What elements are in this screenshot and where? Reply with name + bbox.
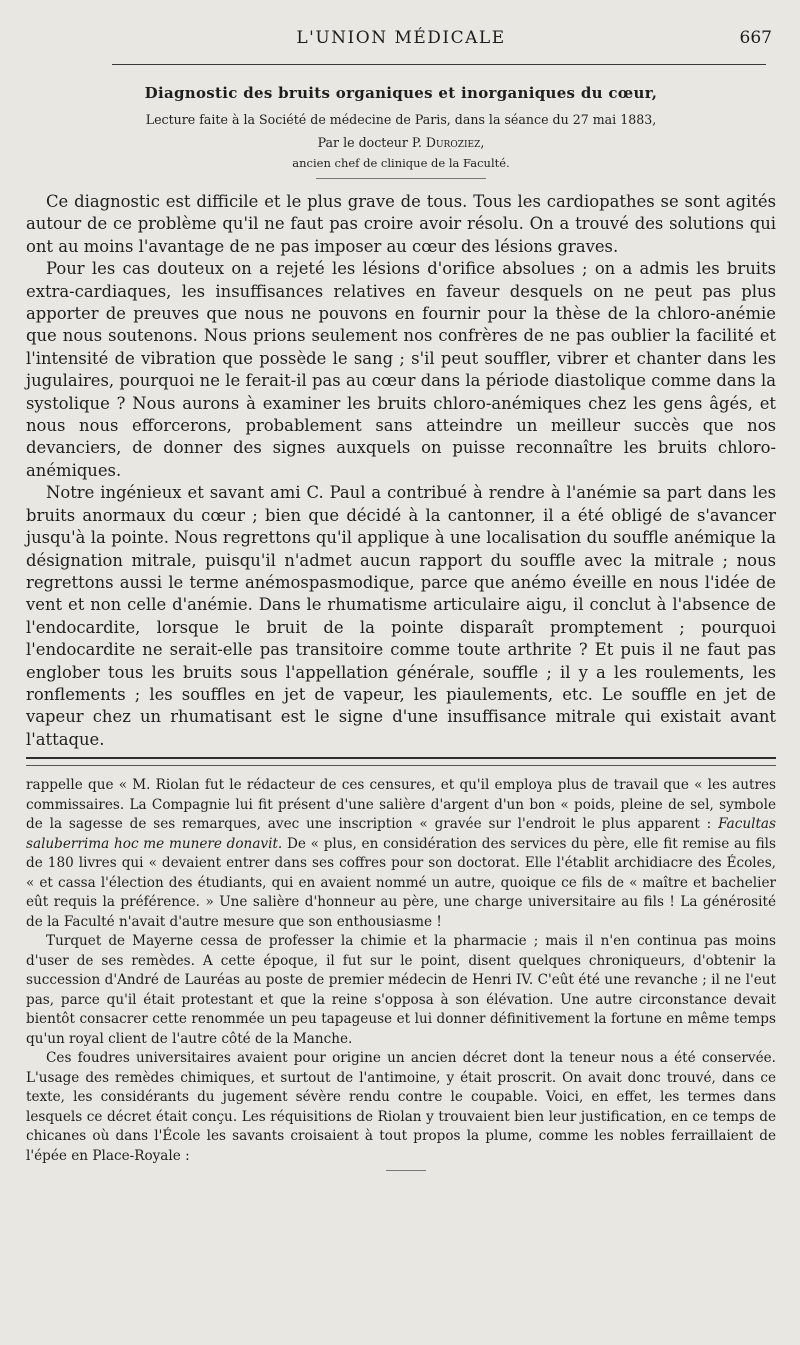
feuilleton	[26, 776, 776, 1171]
footnote-separator	[26, 757, 776, 766]
footnote-paragraph-2: Turquet de Mayerne cessa de professer la chimie et la pharmacie ; mais il n'en continua pas moins d'user de ses remèdes. A cette époque, il fut sur le point, disent quelques chroniqueurs, d'obtenir la succession d'André de Lauréas au poste de premier médecin de Henri IV. C'eût été une revanche ; il ne l'eut pas, parce qu'il était protestant et que la reine s'opposa à son élévation. Une autre circonstance devait bientôt consacrer cette renommée un peu tapageuse et lui donner définitivement la fortune en même temps qu'un royal client de l'autre côté de la Manche.	[26, 933, 776, 1047]
byline-prefix: Par le docteur P.	[317, 135, 422, 150]
footnote-end-rule	[386, 1170, 426, 1171]
article-body	[26, 191, 776, 751]
running-head	[26, 0, 776, 64]
body-paragraph-2: Pour les cas douteux on a rejeté les lésions d'orifice absolues ; on a admis les bruits extra-cardiaques, les insuffisances relatives en faveur desquels on ne peut pas plus apporter de preuves que nous ne pouvons en fournir pour la thèse de la chloro-anémie que nous soutenons. Nous prions seulement nos confrères de ne pas oublier la facilité et l'intensité de vibration que possède le sang ; s'il peut souffler, vibrer et chanter dans les jugulaires, pourquoi ne le ferait-il pas au cœur dans la période diastolique comme dans la systolique ? Nous aurons à examiner les bruits chloro-anémiques chez les gens âgés, et nous nous efforcerons, probablement sans atteindre un meilleur succès que nos devanciers, de donner des signes auxquels on puisse reconnaître les bruits chloro-anémiques.	[26, 259, 776, 480]
footnote-line-4-start: « gravée sur l'endroit le plus apparent :	[419, 816, 712, 833]
latin-inscription: Facultas saluberrima hoc me munere donavit.	[26, 816, 777, 852]
footnote-paragraph-1-rest: « plus, en considération des services du père, elle fit remise au fils de 180 livres qui « devaient entrer dans ses coffres pour son doctorat. Elle l'établit archidiacre des Écoles, « et cassa l'élection des étudiants, qui en avaient nommé un autre, quoique ce fils de « maître et bachelier eût requis la préférence. » Une salière d'honneur au père, une charge universitaire au fils ! La générosité de la Faculté n'avait d'autre mesure que son enthousiasme !	[26, 835, 776, 930]
footnote-line-3: « poids, pleine de sel, symbole de la sagesse de ses remarques, avec une inscription	[26, 796, 776, 833]
footnote-paragraph-3: Ces foudres universitaires avaient pour origine un ancien décret dont la teneur nous a été conservée. L'usage des remèdes chimiques, et surtout de l'antimoine, y était proscrit. On avait donc trouvé, dans ce texte, les considérants du jugement sévère rendu contre le coupable. Voici, en effet, les termes dans lesquels ce décret était conçu. Les réquisitions de Riolan y trouvaient bien leur justification, en ce temps de chicanes où dans l'École les savants croisaient à tout propos la plume, comme les nobles ferraillaient de l'épée en Place-Royale :	[26, 1050, 776, 1164]
header-rule	[112, 64, 766, 65]
body-paragraph-3: Notre ingénieux et savant ami C. Paul a contribué à rendre à l'anémie sa part dans les bruits anormaux du cœur ; bien que décidé à la cantonner, il a été obligé de s'avancer jusqu'à la pointe. Nous regrettons qu'il applique à une localisation du souffle anémique la désignation mitrale, puisqu'il n'admet aucun rapport du souffle avec la mitrale ; nous regrettons aussi le terme anémospasmodique, parce que anémo éveille en nous l'idée de vent et non celle d'anémie. Dans le rhumatisme articulaire aigu, il conclut à l'absence de l'endocardite, lorsque le bruit de la pointe disparaît promptement ; pourquoi l'endocardite ne serait-elle pas transitoire comme toute arthrite ? Et puis il ne faut pas englober tous les bruits sous l'appellation générale, souffle ; il y a les roulements, les ronflements ; les souffles en jet de vapeur, les piaulements, etc. Le souffle en jet de vapeur chez un rhumatisant est le signe d'une insuffisance mitrale qui existait avant l'attaque.	[26, 483, 776, 749]
article-title: Diagnostic des bruits organiques et inorganiques du cœur,	[144, 84, 658, 102]
affiliation-rule	[316, 178, 486, 179]
author-name: Duroziez,	[425, 135, 485, 150]
footnote-line-1: rappelle que « M. Riolan fut le rédacteur de ces censures, et qu'il employa plus de travail que	[26, 777, 689, 794]
body-paragraph-1: Ce diagnostic est difficile et le plus grave de tous. Tous les cardiopathes se sont agités autour de ce problème qu'il ne faut pas croire avoir résolu. On a trouvé des solutions qui ont au moins l'avantage de ne pas imposer au cœur des lésions graves.	[26, 192, 776, 256]
article-subtitle: Lecture faite à la Société de médecine de Paris, dans la séance du 27 mai 1883,	[145, 112, 657, 127]
page-number: 667	[739, 28, 772, 48]
journal-title: L'UNION MÉDICALE	[296, 28, 506, 48]
footnote-paragraph-1	[26, 776, 776, 932]
footnote-line-2: « les autres commissaires. La Compagnie lui fit présent d'une salière d'argent d'un bon	[26, 777, 777, 813]
author-affiliation: ancien chef de clinique de la Faculté.	[292, 156, 510, 170]
byline	[26, 135, 776, 150]
footnote-line-4-end: De	[286, 835, 306, 852]
